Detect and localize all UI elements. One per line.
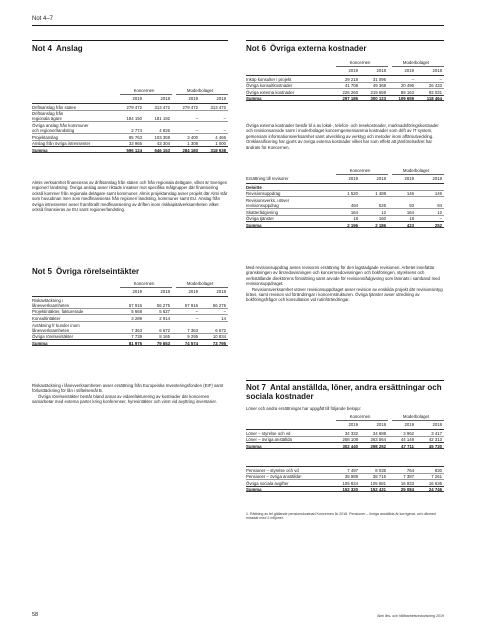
cell-value: 56 275 (156, 302, 170, 308)
table-row (246, 473, 444, 480)
note7-salary-table (246, 414, 444, 449)
cell-value: – (195, 128, 198, 134)
year-header: 2019 (188, 96, 198, 101)
cell-value: 26 433 (428, 83, 442, 89)
cell-value: 146 (406, 191, 414, 197)
cell-value: 92 031 (428, 89, 442, 95)
cell-value: 12 (437, 209, 442, 215)
paragraph: Almis verksamhet finansieras av driftsanslag från staten och från regionala delägare, vilket är Sveriges regioner/ landsting. Övriga anslag avser riktade insatser mot specifika målgrupper där finansiering också kommer från regionala delägare samt kommuner. Almis projektanslag avser projekt där Almi står som huvudman men som medfinansieras från regioner/ landsting, kommuner samt EU. Anslag från övriga intressenter avser framförallt medfinansiering av driften inom riskkapitalverksamheten vilket också finansieras av EU samt regioner/landsting. (32, 180, 228, 213)
row-label: Anslag från övriga intressenter (32, 141, 91, 147)
cell-value: – (223, 128, 226, 134)
cell-value: 184 150 (126, 116, 142, 122)
audit-fees-text (246, 265, 444, 303)
cell-value: 24 746 (428, 487, 442, 493)
cell-value: 118 464 (426, 96, 442, 102)
table-row (246, 208, 444, 215)
audit-fees-table (246, 168, 444, 228)
row-label: Revisionsuppdrag (246, 191, 281, 197)
cell-value: – (195, 116, 198, 122)
cell-value: 2 914 (159, 316, 170, 322)
cell-value: 38 715 (372, 474, 386, 480)
year-header: 2019 (348, 68, 358, 73)
group-rule (336, 420, 388, 421)
cell-value: 57 916 (184, 302, 198, 308)
cell-value: 105 834 (342, 480, 358, 486)
cell-value: 1 520 (347, 191, 358, 197)
year-header: 2018 (160, 96, 170, 101)
cell-value: – (223, 116, 226, 122)
cell-value: 79 653 (156, 341, 170, 347)
note7-top-rule (246, 380, 444, 381)
note5-table (32, 281, 228, 346)
cell-value: – (195, 316, 198, 322)
cell-value: 95 763 (128, 134, 142, 140)
year-header: 2019 (404, 176, 414, 181)
cell-value: 89 163 (400, 89, 414, 95)
cell-value: 423 (406, 222, 414, 228)
paragraph: Övriga externa kostnader består bl a av lokal-, telefon- och resekostnader, marknadsföringskostnader och revisionsarvode samt i moderbolaget koncerngemensamma kostnader som drift av IT system, gemensam informationsverksamhet samt utveckling av verktyg och metoder inom affärsutveckling. Omklassificering har gjorts av övriga externa kostnader vilket har som effekt att jämförelseåret har ändrats för Koncernen. (246, 123, 439, 150)
cell-value: 45 730 (428, 443, 442, 449)
note4-top-rule (32, 40, 228, 41)
year-header: 2019 (188, 289, 198, 294)
cell-value: 226 260 (342, 89, 358, 95)
cell-value: 181 192 (154, 116, 170, 122)
cell-value: 38 989 (344, 474, 358, 480)
year-header: 2018 (160, 289, 170, 294)
cell-value: 596 124 (126, 148, 142, 154)
cell-value: 646 153 (154, 148, 170, 154)
note6-top-rule (246, 40, 444, 41)
cell-value: 2 186 (375, 222, 386, 228)
table-row (32, 110, 228, 122)
row-label: Pensioner – styrelse och vd (246, 467, 299, 473)
group-rule (392, 420, 444, 421)
row-label: Övriga konsultkostnader (246, 83, 293, 89)
row-label: Summa (32, 148, 48, 154)
cell-value: 9 295 (187, 334, 198, 340)
cell-value: 4 466 (215, 134, 226, 140)
cell-value: 44 149 (400, 437, 414, 443)
table-row (32, 321, 228, 333)
group-header: Moderbolaget (402, 168, 430, 173)
cell-value: 1 000 (215, 141, 226, 147)
table-row (246, 221, 444, 228)
cell-value: 152 320 (342, 487, 358, 493)
year-header: 2019 (348, 422, 358, 427)
cell-value: 164 (350, 209, 358, 215)
paragraph: Med revisionsuppdrag avses revisorns ersättning för den lagstadgade revisionen. Arbetet innefattar granskningen av årsredovisningen och koncernredovisningen och bokföringen, styrelsens och verkställande direktörens förvaltning samt arvode för revisionsrådgivning som lämnats i samband med revisionsuppdraget. (246, 265, 440, 287)
note4-title (32, 44, 83, 53)
cell-value: – (439, 216, 442, 222)
paragraph: Revisionsverksamhet utöver revisionsuppdraget avser revision av enskilda projekt där revisionsintyg krävs, samt revision vid förändringar i koncernstrukturen. Övriga tjänster avser utredning av bokföringsfrågor och konsultation vid rutinförändringar. (246, 286, 443, 303)
cell-value: 4 826 (159, 128, 170, 134)
year-header: 2018 (376, 68, 386, 73)
cell-value: 7 261 (431, 474, 442, 480)
year-header: 2018 (376, 176, 386, 181)
table-row (246, 75, 444, 82)
note7-footnote: 1. Rättning av fel gällande pensionskostnad Koncernen år 2018. Pensioner – övriga anställda är korrigerat, och därmed minskat med 2 miljoner. (246, 512, 436, 521)
note5-heading: Övriga rörelseintäkter (56, 267, 140, 276)
cell-value: 313 472 (210, 104, 226, 110)
year-header: 2018 (432, 422, 442, 427)
table-row (32, 339, 228, 346)
row-label: Avräkning fr kunder inom (32, 322, 80, 328)
table-row (32, 296, 228, 308)
cell-value: 29 218 (344, 76, 358, 82)
group-header: Koncernen (133, 88, 155, 93)
group-rule (176, 287, 228, 288)
cell-value: 18 (409, 216, 414, 222)
note5-title (32, 267, 139, 276)
cell-value: 34 688 (372, 430, 386, 436)
row-label: Summa (32, 341, 48, 347)
row-label: Övriga anslag från kommuner (32, 123, 89, 129)
row-label: Löner – styrelse och vd (246, 430, 291, 436)
year-header: 2018 (376, 422, 386, 427)
note6-heading: Övriga externa kostnader (270, 44, 367, 53)
note7-intro: Löner och andra ersättningar har uppgått till följande belopp: (246, 406, 361, 411)
table-row (32, 333, 228, 340)
cell-value: 8 165 (159, 334, 170, 340)
group-rule (336, 66, 388, 67)
year-header: 2019 (132, 289, 142, 294)
cell-value: 47 711 (401, 443, 414, 449)
table-row (246, 95, 444, 102)
table-row (32, 146, 228, 153)
cell-value: 7 363 (131, 327, 142, 333)
table-row (246, 196, 444, 208)
cell-value: 34 332 (344, 430, 358, 436)
year-header: 2018 (216, 96, 226, 101)
cell-value: 297 186 (342, 96, 358, 102)
cell-value: 279 472 (182, 104, 198, 110)
page-section-label: Not 4–7 (32, 16, 54, 22)
table-row (246, 88, 444, 95)
cell-value: 57 916 (128, 302, 142, 308)
year-header: 2019 (348, 176, 358, 181)
group-rule (336, 174, 388, 175)
note7-title (246, 383, 444, 401)
row-label: lånevverksamheten (32, 302, 70, 308)
paragraph: Riskavtäckning i lånevverksamheten avser ersättning från Europeiska Investeringsfonden (EIF) samt förlusttäckning för lån i stiftelsemål B. (32, 383, 224, 394)
cell-value: – (195, 309, 198, 315)
cell-value: 7 497 (347, 467, 358, 473)
cell-value: 6 672 (159, 327, 170, 333)
row-label: Övriga rörelseintäkter (32, 334, 74, 340)
table-row (246, 442, 444, 449)
group-rule (120, 287, 172, 288)
note4-heading: Anslag (56, 44, 83, 53)
table-row (32, 133, 228, 140)
cell-value: 2 196 (347, 222, 358, 228)
year-header: 2019 (132, 96, 142, 101)
row-label: Övriga externa kostnader (246, 89, 295, 95)
row-label: Övriga sociala avgifter (246, 480, 289, 486)
note6-title (246, 44, 366, 53)
group-header: Moderbolaget (186, 88, 214, 93)
group-header: Koncernen (349, 414, 371, 419)
cell-value: 252 (434, 222, 442, 228)
cell-value: 7 387 (403, 474, 414, 480)
year-header: 2018 (216, 289, 226, 294)
row-label: Löner – övriga anställda (246, 437, 292, 443)
cell-value: 219 659 (370, 89, 386, 95)
cell-value: – (223, 309, 226, 315)
cell-value: 7 363 (187, 327, 198, 333)
row-label: Summa (246, 487, 262, 493)
year-header: 2019 (404, 68, 414, 73)
note5-text (32, 383, 228, 405)
cell-value: 41 708 (344, 83, 358, 89)
cell-value: 263 564 (370, 437, 386, 443)
header-rule (32, 25, 444, 26)
group-header: Moderbolaget (402, 414, 430, 419)
note6-text (246, 123, 444, 150)
cell-value: 103 359 (154, 134, 170, 140)
row-label: lånevverksamheten (32, 327, 70, 333)
cell-value: 764 (406, 467, 414, 473)
cell-value: – (411, 76, 414, 82)
row-label: Summa (246, 96, 262, 102)
cell-value: 42 313 (428, 437, 442, 443)
note4-table (32, 88, 228, 153)
row-label: Projektanslag (32, 134, 59, 140)
row-label: Deloitte (246, 184, 262, 190)
cell-value: 25 084 (400, 487, 414, 493)
cell-value: 56 275 (212, 302, 226, 308)
group-rule (176, 94, 228, 95)
cell-value: 830 (434, 467, 442, 473)
cell-value: 93 (409, 203, 414, 209)
row-label: Riskavtäckning i (32, 297, 64, 303)
year-header: 2018 (432, 176, 442, 181)
cell-value: 18 (353, 216, 358, 222)
cell-value: 3 962 (403, 430, 414, 436)
row-label: Projektintäkter, fakturerade (32, 309, 84, 315)
cell-value: 20 496 (400, 83, 414, 89)
row-label: Driftsanslag från staten (32, 104, 77, 110)
cell-value: 526 (378, 203, 386, 209)
table-row (32, 121, 228, 133)
cell-value: 105 681 (370, 480, 386, 486)
paragraph: Övriga rörelseintäkter består bland annat av vidarefakturering av kostnader där koncernen samarbetar med externa parter kring konferenser, hyresintäkter och vinst vid avyttring inventarier. (32, 393, 217, 405)
group-header: Koncernen (349, 60, 371, 65)
note4-text (32, 180, 228, 212)
table-row (32, 314, 228, 321)
row-label: Övriga tjänster (246, 216, 274, 222)
cell-value: 49 368 (372, 83, 386, 89)
cell-value: 43 304 (156, 141, 170, 147)
cell-value: 1 488 (375, 191, 386, 197)
cell-value: 2 774 (131, 128, 142, 134)
cell-value: 74 574 (184, 341, 198, 347)
table-row (246, 190, 444, 197)
cell-value: 33 965 (128, 141, 142, 147)
table-row (246, 486, 444, 493)
cell-value: 16 933 (400, 480, 414, 486)
group-rule (392, 66, 444, 67)
cell-value: 14 (221, 316, 226, 322)
cell-value: 3 289 (131, 316, 142, 322)
row-label: och regioner/landsting (32, 128, 75, 134)
note6-table (246, 60, 444, 101)
cell-value: 313 472 (154, 104, 170, 110)
cell-value: 268 108 (342, 437, 358, 443)
page-number: 58 (32, 612, 39, 618)
table-header-label: Ersättning till revisorer (246, 176, 289, 181)
cell-value: 31 095 (372, 76, 386, 82)
table-row (32, 140, 228, 147)
row-label: Inköp konsulter i projekt (246, 76, 292, 82)
table-row (246, 82, 444, 89)
cell-value: 10 834 (212, 334, 226, 340)
cell-value: – (439, 76, 442, 82)
row-label: regionala ägare (32, 116, 62, 122)
cell-value: 109 659 (398, 96, 414, 102)
note6-number: Not 6 (246, 44, 266, 53)
cell-value: 7 739 (131, 334, 142, 340)
year-header: 2019 (404, 422, 414, 427)
row-label: Revisionsverks. utöver (246, 197, 290, 203)
cell-value: 8 035 (375, 467, 386, 473)
cell-value: 164 (406, 209, 414, 215)
row-label: Summa (246, 222, 262, 228)
group-rule (120, 94, 172, 95)
table-row (246, 183, 444, 190)
row-label: Skatterådgivning (246, 209, 279, 215)
cell-value: 6 672 (215, 327, 226, 333)
row-label: Driftsanslag från (32, 111, 64, 117)
table-row (32, 308, 228, 315)
cell-value: 152 431 (370, 487, 386, 493)
note7-number: Not 7 (246, 383, 266, 392)
note7-heading: Antal anställda, löner, andra ersättningar och sociala kostnader (246, 383, 442, 401)
note7-pension-table (246, 466, 444, 492)
report-name: Almi års- och hållbarhetsredovisning 2019 (377, 614, 444, 618)
cell-value: 3 417 (431, 430, 442, 436)
cell-value: 1 308 (187, 141, 198, 147)
group-header: Moderbolaget (402, 60, 430, 65)
cell-value: 81 975 (128, 341, 142, 347)
cell-value: 279 472 (126, 104, 142, 110)
group-header: Koncernen (133, 281, 155, 286)
cell-value: 16 635 (428, 480, 442, 486)
cell-value: 160 (378, 216, 386, 222)
cell-value: 12 (381, 209, 386, 215)
table-row (246, 479, 444, 486)
row-label: revisionsuppdrag (246, 203, 279, 209)
cell-value: 146 (434, 191, 442, 197)
cell-value: 284 180 (182, 148, 198, 154)
table-row (246, 466, 444, 473)
note5-number: Not 5 (32, 267, 52, 276)
row-label: Summa (246, 443, 262, 449)
cell-value: 73 795 (212, 341, 226, 347)
group-rule (392, 174, 444, 175)
cell-value: 298 252 (370, 443, 386, 449)
table-row (246, 215, 444, 222)
group-header: Koncernen (349, 168, 371, 173)
cell-value: 300 123 (370, 96, 386, 102)
group-header: Moderbolaget (186, 281, 214, 286)
row-label: Pensioner – övriga anställda¹ (246, 474, 302, 480)
cell-value: 94 (437, 203, 442, 209)
table-row (246, 436, 444, 443)
cell-value: 302 440 (342, 443, 358, 449)
cell-value: 318 938 (210, 148, 226, 154)
cell-value: 494 (350, 203, 358, 209)
year-header: 2018 (432, 68, 442, 73)
table-row (32, 103, 228, 110)
note4-number: Not 4 (32, 44, 52, 53)
row-label: Konsultintäkter (32, 316, 61, 322)
table-row (246, 429, 444, 436)
cell-value: 3 400 (187, 134, 198, 140)
cell-value: 5 668 (131, 309, 142, 315)
cell-value: 5 627 (159, 309, 170, 315)
